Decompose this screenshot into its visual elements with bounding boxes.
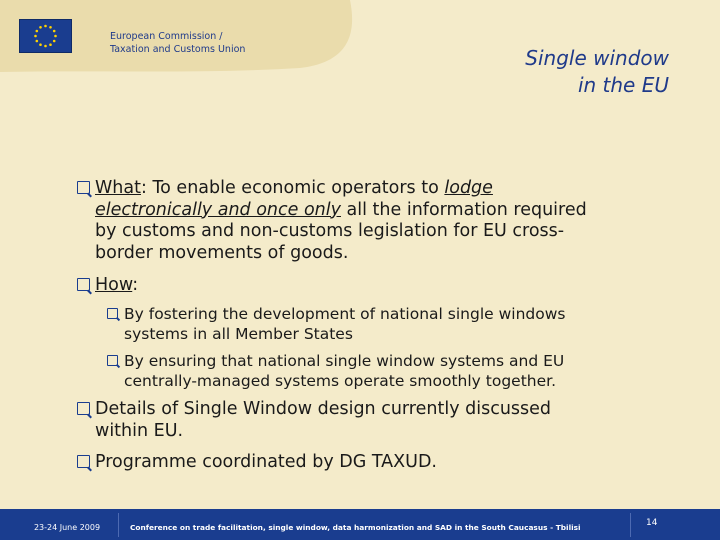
- footer-date: 23-24 June 2009: [33, 523, 101, 532]
- bullet-how: [77, 275, 138, 297]
- bullet-details: [77, 399, 551, 442]
- what-line-4: border movements of goods.: [95, 242, 349, 263]
- how-suffix: :: [132, 275, 139, 295]
- page-title: [525, 45, 669, 99]
- checkbox-bullet-icon: [107, 355, 118, 366]
- org-line-2: Taxation and Customs Union: [110, 44, 246, 55]
- checkbox-bullet-icon: [77, 455, 90, 468]
- bullet-what: [77, 178, 677, 264]
- title-line-2: in the EU: [577, 73, 669, 97]
- eu-flag-icon: [19, 19, 72, 53]
- org-line-1: European Commission /: [110, 31, 223, 42]
- footer-divider: [118, 513, 119, 537]
- how-label: How: [95, 275, 133, 295]
- sub-bullet-ensuring: [107, 352, 564, 391]
- checkbox-bullet-icon: [107, 308, 118, 319]
- footer-conference: Conference on trade facilitation, single window, data harmonization and SAD in the South Caucasus - Tbilisi: [130, 523, 581, 532]
- sub2-line-1: By ensuring that national single window systems and EU: [124, 352, 565, 370]
- checkbox-bullet-icon: [77, 181, 90, 194]
- what-line-1: [77, 178, 677, 200]
- what-line-3: by customs and non-customs legislation for EU cross-: [95, 221, 565, 241]
- checkbox-bullet-icon: [77, 402, 90, 415]
- what-line-2: [77, 200, 677, 222]
- checkbox-bullet-icon: [77, 278, 90, 291]
- title-line-1: Single window: [525, 46, 669, 70]
- organization-name: [110, 30, 245, 56]
- details-line-2: within EU.: [95, 420, 184, 441]
- what-emphasis-2: electronically and once only: [95, 199, 341, 220]
- sub1-line-1: By fostering the development of national single windows: [124, 305, 566, 323]
- page-number: 14: [646, 518, 658, 528]
- sub1-line-2: systems in all Member States: [124, 324, 353, 343]
- footer-divider: [630, 513, 631, 537]
- footer-bar: [0, 509, 720, 540]
- what-label: What: [95, 178, 141, 198]
- details-line-1: Details of Single Window design currently discussed: [95, 399, 552, 419]
- what-text-2: all the information required: [340, 199, 587, 220]
- programme-line-1: Programme coordinated by DG TAXUD.: [95, 452, 437, 472]
- sub2-line-2: centrally-managed systems operate smoothly together.: [124, 371, 557, 390]
- bullet-programme: [77, 452, 437, 474]
- what-emphasis-1: lodge: [444, 178, 493, 198]
- what-text-1: : To enable economic operators to: [140, 178, 445, 198]
- sub-bullet-fostering: [107, 305, 565, 344]
